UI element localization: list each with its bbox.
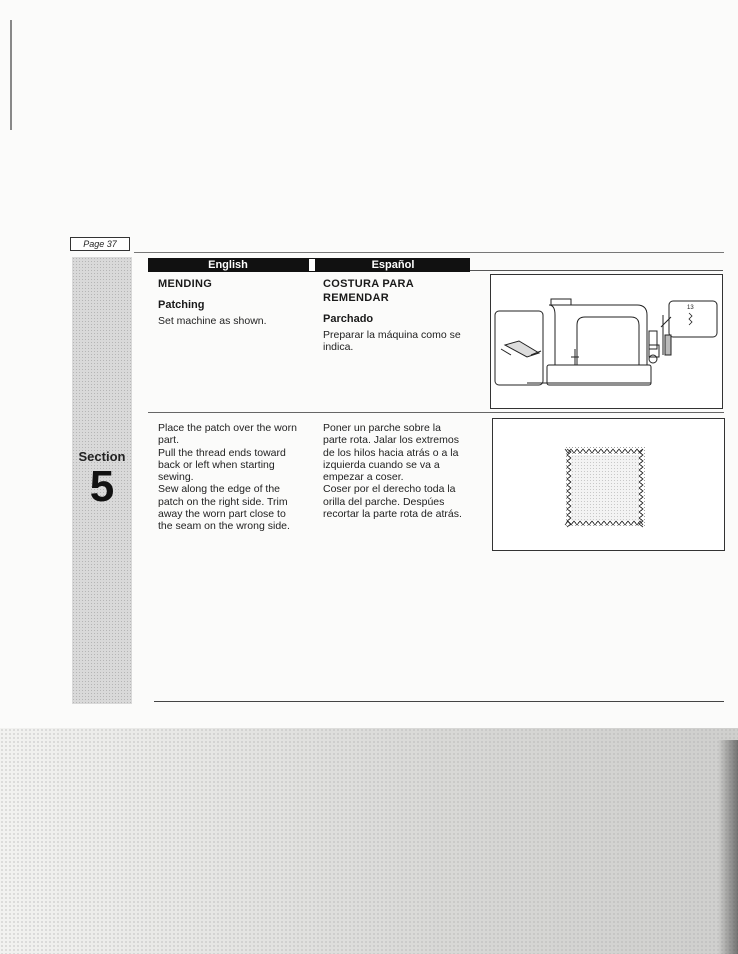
spanish-heading-line1: COSTURA PARA: [323, 278, 414, 290]
english-subheading: Patching: [158, 299, 205, 311]
scan-background-band: [0, 728, 738, 954]
section-number: 5: [89, 462, 115, 511]
text-line: Coser por el derecho toda la: [323, 483, 456, 496]
text-line: Place the patch over the worn: [158, 422, 297, 434]
text-line: Preparar la máquina como se: [323, 329, 461, 341]
text-line: parte rota. Jalar los extremos: [323, 434, 459, 447]
spanish-step2: [323, 422, 473, 520]
header-rule: [470, 270, 723, 271]
text-line: Sew along the edge of the: [158, 483, 281, 496]
text-line: Poner un parche sobre la: [323, 422, 441, 434]
text-line: the seam on the wrong side.: [158, 520, 290, 533]
text-line: back or left when starting: [158, 458, 275, 471]
spanish-subheading: Parchado: [323, 313, 374, 325]
patch-figure: [492, 418, 725, 551]
scan-edge-shadow: [718, 740, 738, 954]
text-line: recortar la parte rota de atrás.: [323, 508, 462, 521]
scan-crease: [10, 20, 12, 130]
text-line: orilla del parche. Despúes: [323, 495, 445, 508]
text-line: patch on the right side. Trim: [158, 495, 288, 508]
middle-rule: [148, 412, 724, 413]
patch-illustration: [493, 419, 724, 550]
text-line: empezar a coser.: [323, 471, 404, 484]
english-step1: Set machine as shown.: [158, 315, 267, 327]
sewing-machine-figure: [490, 274, 723, 409]
dial-number: 13: [687, 305, 694, 311]
bottom-rule: [154, 701, 724, 702]
text-line: part.: [158, 434, 180, 447]
text-line: izquierda cuando se va a: [323, 458, 440, 471]
text-line: away the worn part close to: [158, 508, 286, 521]
header-separator: [308, 258, 316, 272]
section-word: Section: [78, 449, 126, 464]
text-line: indica.: [323, 341, 354, 354]
text-line: Pull the thread ends toward: [158, 446, 286, 459]
english-step2: [158, 422, 308, 533]
english-header-bar: English: [148, 258, 308, 272]
spanish-step1: [323, 329, 461, 354]
text-line: de los hilos hacia atrás o a la: [323, 446, 459, 459]
spanish-heading-line2: REMENDAR: [323, 292, 389, 304]
spanish-header-bar: Español: [316, 258, 470, 272]
page-label: Page 37: [70, 237, 130, 251]
english-heading: MENDING: [158, 278, 213, 290]
text-line: sewing.: [158, 471, 194, 484]
top-rule: [134, 252, 724, 253]
sewing-machine-illustration: [491, 275, 722, 408]
